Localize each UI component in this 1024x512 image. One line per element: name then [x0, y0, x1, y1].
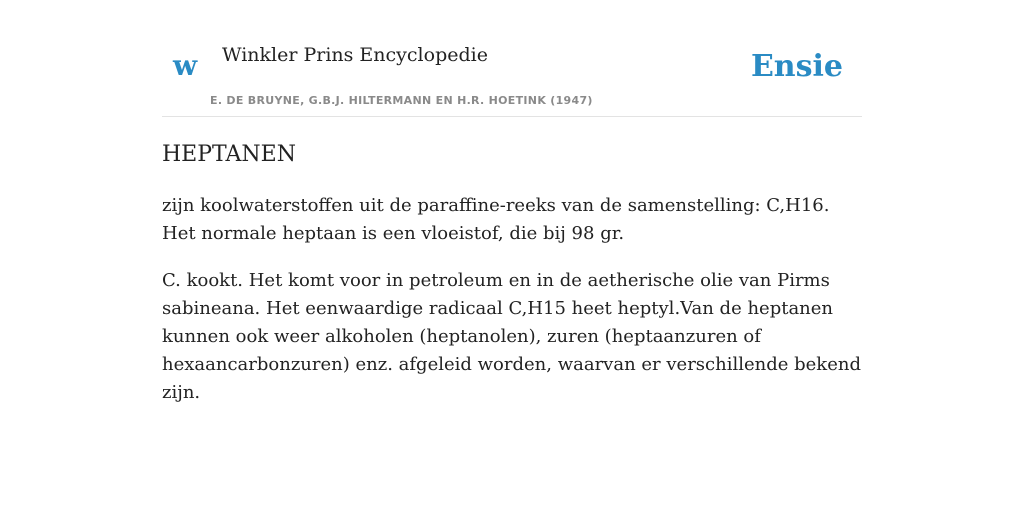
source-header — [162, 0, 862, 117]
winkler-prins-logo[interactable]: w — [173, 49, 198, 82]
ensie-logo[interactable]: Ensie — [750, 49, 843, 84]
entry-paragraph: C. kookt. Het komt voor in petroleum en in de aetherische olie van Pirms sabineana. Het eenwaardige radicaal C,H15 heet heptyl.Van de heptanen kunnen ook weer alkoholen (heptanolen), zuren (heptaanzuren of hexaancarbonzuren) enz. afgeleid worden, waarvan er verschillende bekend zijn. — [162, 270, 861, 403]
entry-paragraph: zijn koolwaterstoffen uit de paraffine-reeks van de samenstelling: C,H16. Het normale heptaan is een vloeistof, die bij 98 gr. — [162, 195, 830, 244]
source-authors: E. DE BRUYNE, G.B.J. HILTERMANN EN H.R. HOETINK (1947) — [210, 94, 593, 107]
source-title[interactable]: Winkler Prins Encyclopedie — [222, 44, 488, 66]
entry-title: HEPTANEN — [162, 142, 296, 167]
entry-body — [162, 192, 862, 426]
